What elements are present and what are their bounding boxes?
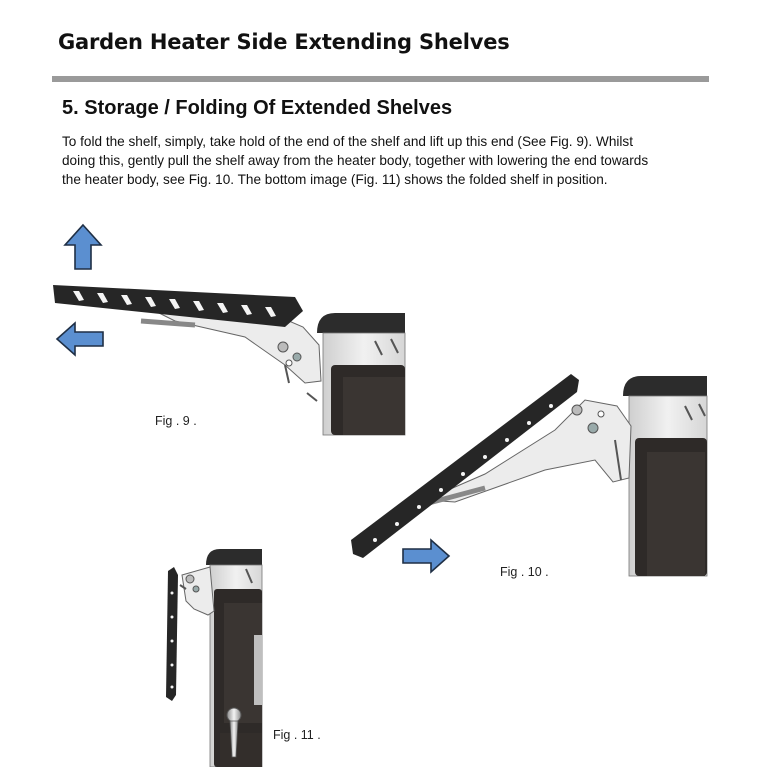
arrow-left-icon bbox=[57, 323, 103, 355]
shelf bbox=[166, 567, 178, 701]
fig-10-label: Fig . 10 . bbox=[500, 565, 549, 579]
arrow-up-icon bbox=[65, 225, 101, 269]
section-heading: 5. Storage / Folding Of Extended Shelves bbox=[62, 97, 453, 119]
figure-11 bbox=[150, 545, 265, 767]
figure-10 bbox=[345, 370, 710, 580]
heater-body bbox=[206, 549, 262, 767]
shelf-bracket bbox=[141, 311, 321, 401]
instructions-line: doing this, gently pull the shelf away from the heater body, together with lowering the end towards bbox=[62, 153, 649, 168]
arrow-right-icon bbox=[403, 540, 449, 572]
fig-9-label: Fig . 9 . bbox=[155, 414, 197, 428]
header-rule bbox=[52, 76, 709, 82]
shelf-bracket bbox=[180, 567, 214, 615]
instructions-paragraph bbox=[62, 132, 712, 189]
instructions-line: To fold the shelf, simply, take hold of the end of the shelf and lift up this end (See Fig. 9). Whilst bbox=[62, 134, 633, 149]
document-title: Garden Heater Side Extending Shelves bbox=[58, 30, 510, 54]
fig-11-label: Fig . 11 . bbox=[273, 728, 321, 742]
heater-body bbox=[623, 376, 707, 576]
instructions-line: the heater body, see Fig. 10. The bottom image (Fig. 11) shows the folded shelf in position. bbox=[62, 172, 608, 187]
